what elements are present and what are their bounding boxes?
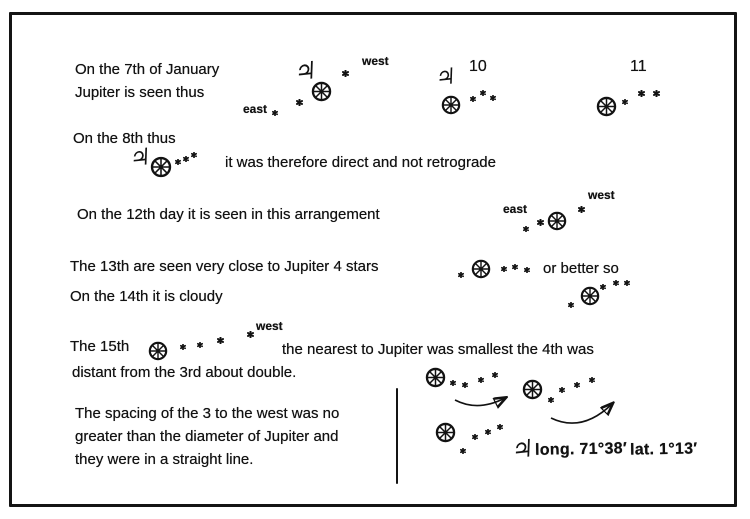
wheel-icon: [435, 422, 456, 443]
star-icon: [450, 380, 456, 386]
label-day-10: 10: [469, 58, 487, 75]
star-icon: [537, 219, 544, 226]
star-icon: [197, 342, 203, 348]
star-icon: [523, 226, 529, 232]
star-icon: [622, 99, 628, 105]
star-icon: [472, 434, 478, 440]
star-icon: [480, 90, 486, 96]
star-icon: [548, 397, 554, 403]
jupiter-icon: ♃: [511, 433, 534, 465]
star-icon: [342, 70, 349, 77]
obs-7th-line2: Jupiter is seen thus: [75, 84, 205, 101]
spacing-para-line1: The spacing of the 3 to the west was no: [75, 405, 340, 422]
star-icon: [653, 90, 660, 97]
star-icon: [492, 372, 498, 378]
label-east-jan12: east: [503, 202, 528, 216]
obs-15th: The 15th: [70, 338, 130, 355]
section-divider-line: [396, 388, 398, 484]
star-icon: [589, 377, 595, 383]
jupiter-icon: ♃: [294, 55, 317, 87]
star-icon: [175, 159, 181, 165]
obs-7th-line1: On the 7th of January: [75, 61, 220, 78]
obs-14th: On the 14th it is cloudy: [70, 288, 223, 305]
star-icon: [191, 152, 197, 158]
star-icon: [524, 267, 530, 273]
wheel-icon: [522, 379, 543, 400]
jupiter-icon: ♃: [435, 63, 457, 92]
label-west-jan15: west: [256, 319, 283, 333]
star-icon: [638, 90, 645, 97]
star-icon: [512, 264, 518, 270]
label-west-jan7: west: [362, 54, 389, 68]
star-icon: [272, 110, 278, 116]
star-icon: [501, 266, 507, 272]
star-icon: [559, 387, 565, 393]
spacing-para-line2: greater than the diameter of Jupiter and: [75, 428, 339, 445]
label-west-jan12: west: [588, 188, 615, 202]
wheel-icon: [311, 81, 332, 102]
wheel-icon: [596, 96, 617, 117]
obs-13th: The 13th are seen very close to Jupiter 4 stars: [70, 258, 379, 275]
jupiter-icon: ♃: [129, 143, 152, 173]
wheel-icon: [150, 156, 172, 178]
obs-8th-note: it was therefore direct and not retrograde: [225, 154, 496, 171]
star-icon: [247, 331, 254, 338]
label-east-jan7: east: [243, 102, 268, 116]
obs-13th-note: or better so: [543, 260, 619, 277]
star-icon: [462, 382, 468, 388]
label-day-11: 11: [630, 58, 647, 75]
wheel-icon: [441, 95, 461, 115]
star-icon: [578, 206, 585, 213]
jupiter-longitude: long. 71°38′: [534, 440, 628, 459]
obs-12th: On the 12th day it is seen in this arrangement: [77, 206, 380, 223]
star-icon: [180, 344, 186, 350]
spacing-para-line3: they were in a straight line.: [75, 451, 254, 468]
wheel-icon: [547, 211, 567, 231]
star-icon: [458, 272, 464, 278]
star-icon: [470, 96, 476, 102]
star-icon: [624, 280, 630, 286]
star-icon: [478, 377, 484, 383]
star-icon: [296, 99, 303, 106]
star-icon: [217, 337, 224, 344]
star-icon: [497, 424, 503, 430]
star-icon: [574, 382, 580, 388]
obs-8th: On the 8th thus: [73, 130, 176, 147]
wheel-icon: [148, 341, 168, 361]
star-icon: [490, 95, 496, 101]
wheel-icon: [580, 286, 600, 306]
obs-15th-note2: distant from the 3rd about double.: [72, 364, 297, 381]
star-icon: [183, 156, 189, 162]
star-icon: [568, 302, 574, 308]
wheel-icon: [425, 367, 446, 388]
star-icon: [600, 284, 606, 290]
wheel-icon: [471, 259, 491, 279]
obs-15th-note1: the nearest to Jupiter was smallest the 4th was: [282, 341, 594, 358]
star-icon: [485, 429, 491, 435]
star-icon: [460, 448, 466, 454]
jupiter-latitude: lat. 1°13′: [629, 440, 698, 459]
star-icon: [613, 280, 619, 286]
